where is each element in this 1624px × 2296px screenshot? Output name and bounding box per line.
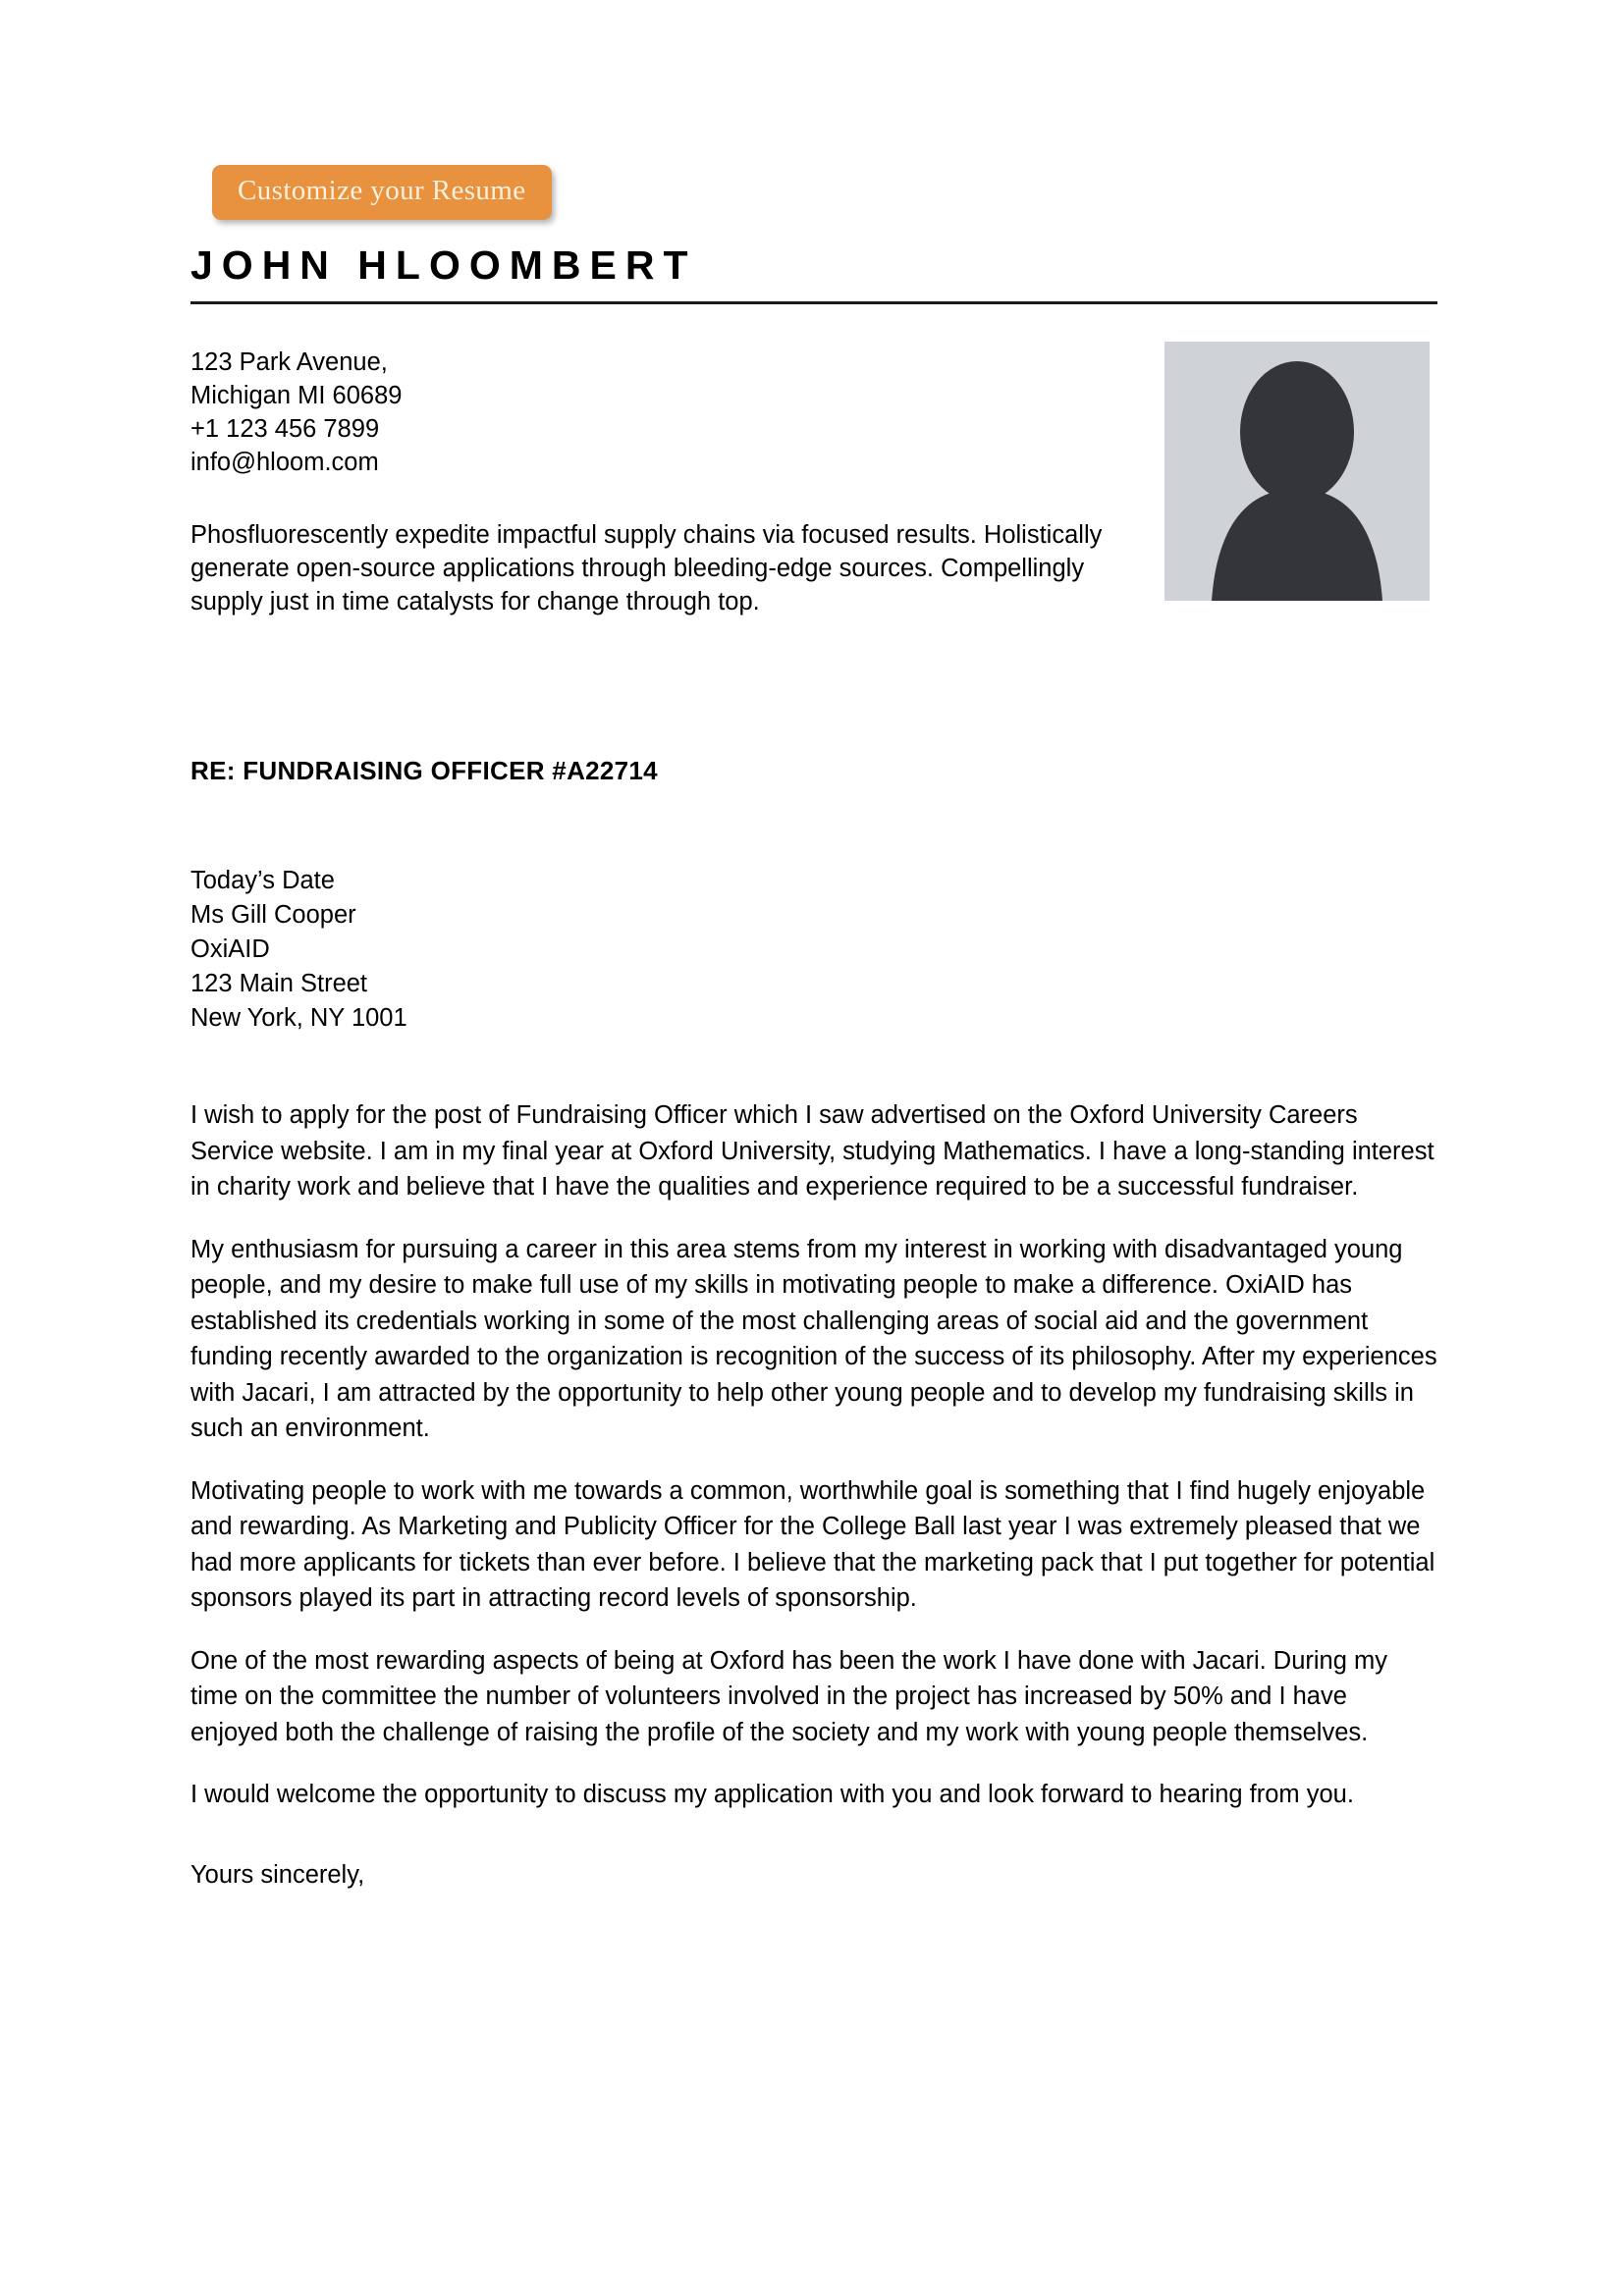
recipient-name: Ms Gill Cooper bbox=[190, 901, 356, 929]
contact-line-city: Michigan MI 60689 bbox=[190, 382, 403, 409]
header-name-block bbox=[190, 243, 1437, 304]
letter-paragraph: I would welcome the opportunity to discuss my application with you and look forward to hearing from you. bbox=[190, 1781, 1354, 1808]
letter-body bbox=[190, 1097, 1437, 1893]
contact-line-street: 123 Park Avenue, bbox=[190, 348, 388, 376]
letter-signoff: Yours sincerely, bbox=[190, 1860, 365, 1889]
recipient-city: New York, NY 1001 bbox=[190, 1004, 407, 1032]
profile-photo-placeholder bbox=[1164, 342, 1430, 601]
recipient-date: Today’s Date bbox=[190, 867, 335, 894]
person-silhouette-icon bbox=[1164, 342, 1430, 601]
customize-resume-cta-wrapper bbox=[212, 165, 552, 220]
customize-resume-button[interactable]: Customize your Resume bbox=[212, 165, 552, 220]
contact-column bbox=[190, 346, 1133, 618]
letter-paragraph: Motivating people to work with me towards a common, worthwhile goal is something that I find hugely enjoyable and rewarding. As Marketing and Publicity Officer for the College Ball last year I was extremely pleased that we had more applicants for tickets than ever before. I believe that the marketing pack that I put together for potential sponsors played its part in attracting record levels of sponsorship. bbox=[190, 1476, 1435, 1612]
contact-line-phone: +1 123 456 7899 bbox=[190, 415, 380, 443]
subject-line: RE: FUNDRAISING OFFICER #A22714 bbox=[190, 756, 658, 785]
recipient-organization: OxiAID bbox=[190, 935, 270, 963]
letter-paragraph: I wish to apply for the post of Fundraising Officer which I saw advertised on the Oxford University Careers Service website. I am in my final year at Oxford University, studying Mathematics. I have a long-standing interest in charity work and believe that I have the qualities and experience required to be a successful fundraiser. bbox=[190, 1101, 1435, 1201]
recipient-street: 123 Main Street bbox=[190, 970, 368, 997]
page-title: JOHN HLOOMBERT bbox=[190, 242, 697, 288]
recipient-block bbox=[190, 864, 407, 1036]
contact-line-email[interactable]: info@hloom.com bbox=[190, 449, 379, 476]
letter-paragraph: My enthusiasm for pursuing a career in this area stems from my interest in working with disadvantaged young people, and my desire to make full use of my skills in motivating people to make a difference. OxiAID has established its credentials working in some of the most challenging areas of social aid and the government funding recently awarded to the organization is recognition of the success of its philosophy. After my experiences with Jacari, I am attracted by the opportunity to help other young people and to develop my fundraising skills in such an environment. bbox=[190, 1235, 1437, 1442]
header-divider bbox=[190, 301, 1437, 304]
profile-summary: Phosfluorescently expedite impactful supply chains via focused results. Holistically generate open-source applications through bleeding-edge sources. Compellingly supply just in time catalysts for change through top. bbox=[190, 521, 1103, 615]
letter-paragraph: One of the most rewarding aspects of being at Oxford has been the work I have done with Jacari. During my time on the committee the number of volunteers involved in the project has increased by 50% and I have enjoyed both the challenge of raising the profile of the society and my work with young people themselves. bbox=[190, 1646, 1387, 1746]
